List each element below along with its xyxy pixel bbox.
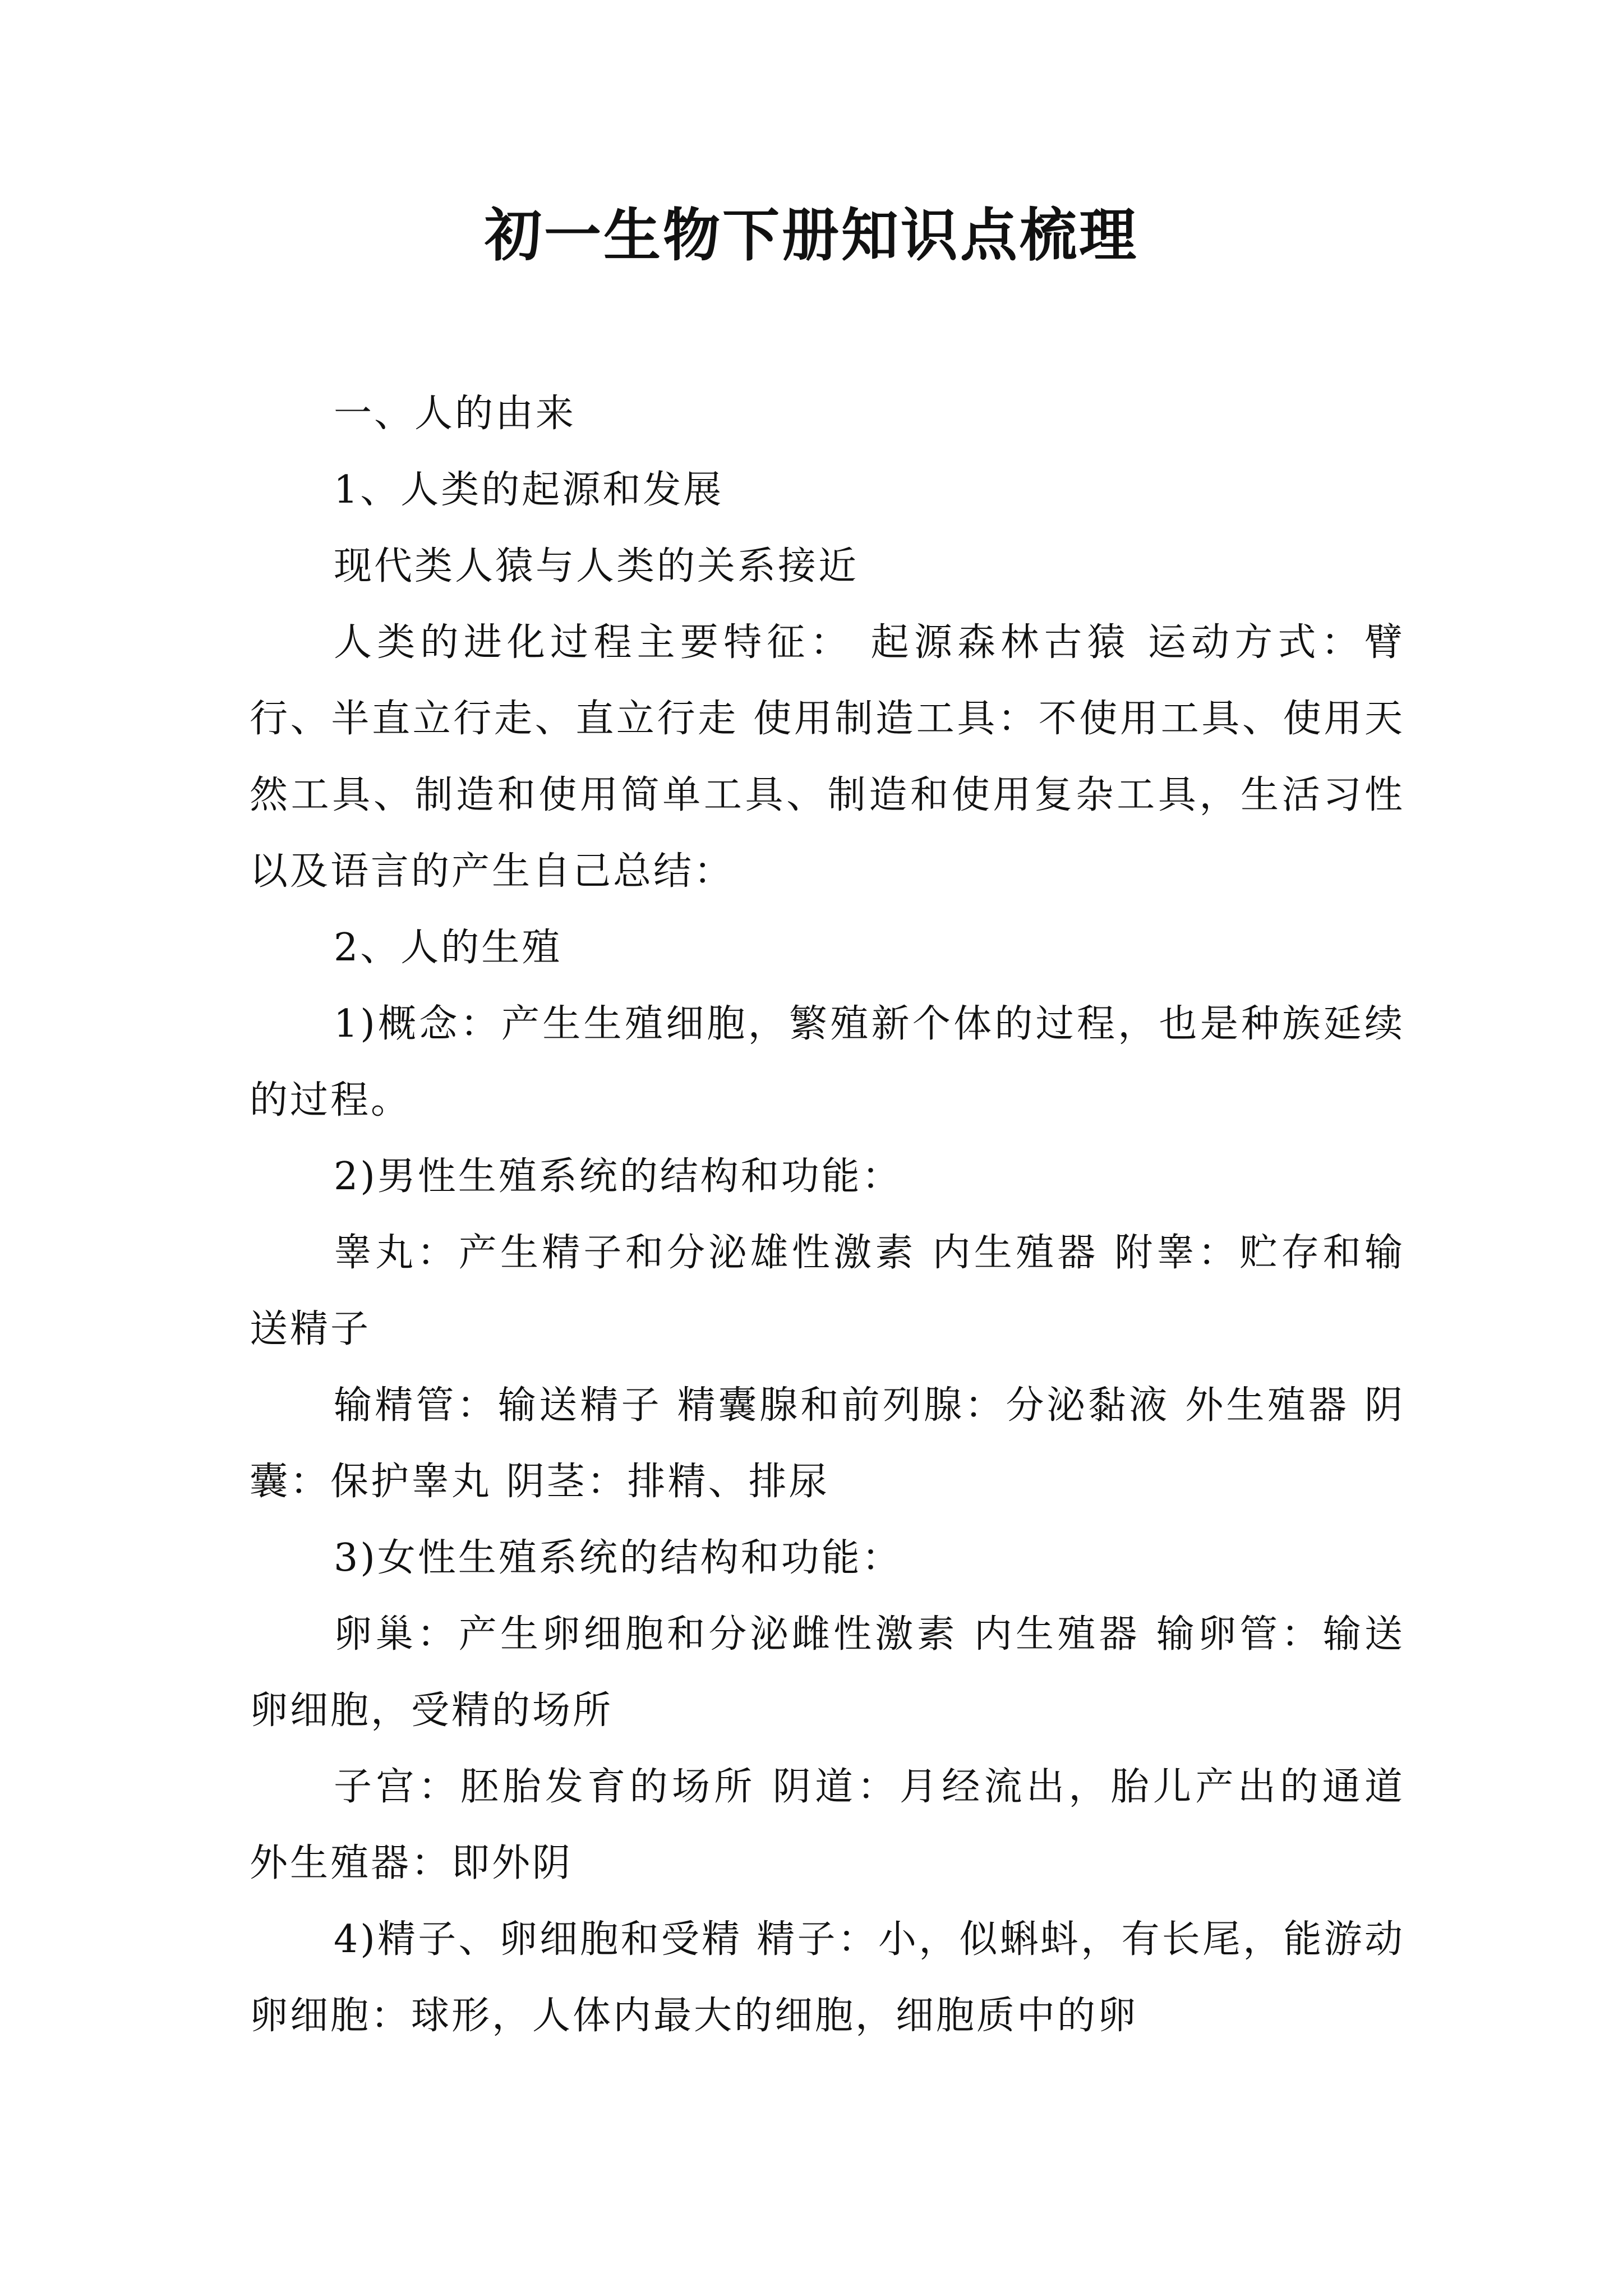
paragraph: 2)男性生殖系统的结构和功能： (334, 1154, 902, 1199)
paragraph: 输精管：输送精子 精囊腺和前列腺：分泌黏液 外生殖器 阴囊：保护睾丸 阴茎：排精、排尿 (250, 1383, 1405, 1504)
section-heading-human-origin: 一、人的由来 (334, 392, 577, 436)
paragraph: 1)概念：产生生殖细胞，繁殖新个体的过程，也是种族延续的过程。 (250, 1002, 1405, 1122)
paragraph: 人类的进化过程主要特征： 起源森林古猿 运动方式：臂行、半直立行走、直立行走 使用制造工具：不使用工具、使用天然工具、制造和使用简单工具、制造和使用复杂工具，生活习性以及语言的产生自己总结： (250, 620, 1405, 894)
paragraph: 4)精子、卵细胞和受精 精子：小，似蝌蚪，有长尾，能游动 卵细胞：球形，人体内最大的细胞，细胞质中的卵 (250, 1917, 1405, 2038)
paragraph: 子宫：胚胎发育的场所 阴道：月经流出，胎儿产出的通道 外生殖器：即外阴 (250, 1765, 1405, 1885)
paragraph: 3)女性生殖系统的结构和功能： (334, 1536, 902, 1580)
document-title: 初一生物下册知识点梳理 (485, 202, 1138, 269)
paragraph: 卵巢：产生卵细胞和分泌雌性激素 内生殖器 输卵管：输送卵细胞，受精的场所 (250, 1612, 1405, 1733)
paragraph: 现代类人猿与人类的关系接近 (334, 544, 859, 588)
paragraph: 睾丸：产生精子和分泌雄性激素 内生殖器 附睾：贮存和输送精子 (250, 1231, 1405, 1351)
subsection-heading-reproduction: 2、人的生殖 (334, 926, 562, 970)
document-body (250, 376, 1405, 2054)
subsection-heading-origin-development: 1、人类的起源和发展 (334, 468, 724, 512)
